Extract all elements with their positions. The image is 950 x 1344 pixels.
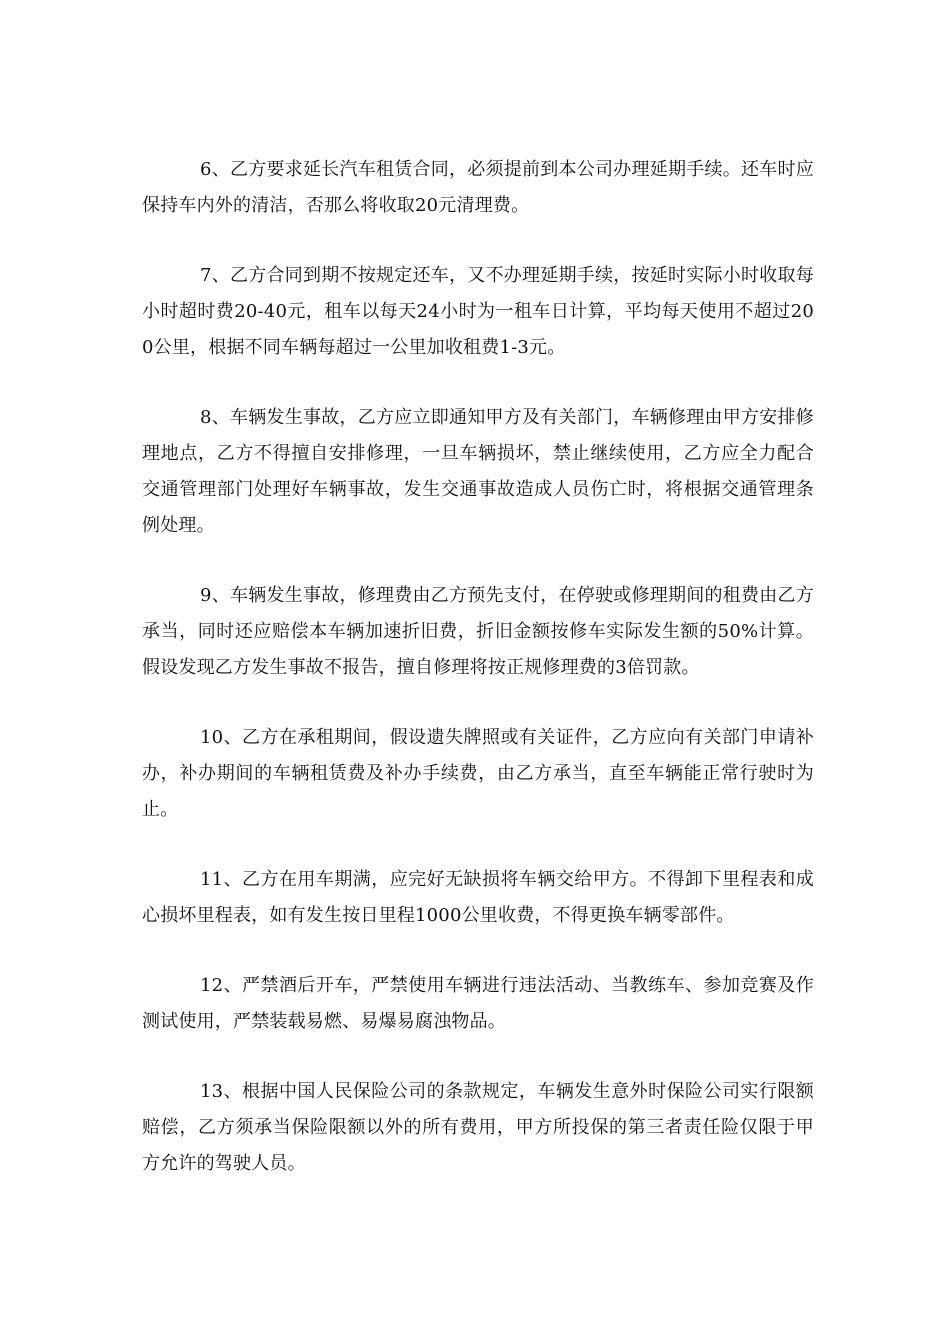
clause-8: 8、车辆发生事故，乙方应立即通知甲方及有关部门，车辆修理由甲方安排修理地点，乙方不得擅自安排修理，一旦车辆损坏，禁止继续使用，乙方应全力配合交通管理部门处理好车辆事故，发生交通事故造成人员伤亡时，将根据交通管理条例处理。 [142, 407, 814, 536]
clause-13: 13、根据中国人民保险公司的条款规定，车辆发生意外时保险公司实行限额赔偿，乙方须承当保险限额以外的所有费用，甲方所投保的第三者责任险仅限于甲方允许的驾驶人员。 [142, 1081, 814, 1174]
clause-11: 11、乙方在用车期满，应完好无缺损将车辆交给甲方。不得卸下里程表和成心损坏里程表，如有发生按日里程1000公里收费，不得更换车辆零部件。 [142, 869, 814, 926]
document-body [142, 152, 814, 1216]
clause-9: 9、车辆发生事故，修理费由乙方预先支付，在停驶或修理期间的租费由乙方承当，同时还应赔偿本车辆加速折旧费，折旧金额按修车实际发生额的50%计算。假设发现乙方发生事故不报告，擅自修理将按正规修理费的3倍罚款。 [142, 585, 814, 678]
clause-6: 6、乙方要求延长汽车租赁合同，必须提前到本公司办理延期手续。还车时应保持车内外的清洁，否那么将收取20元清理费。 [142, 159, 814, 216]
clause-10: 10、乙方在承租期间，假设遗失牌照或有关证件，乙方应向有关部门申请补办，补办期间的车辆租赁费及补办手续费，由乙方承当，直至车辆能正常行驶时为止。 [142, 727, 814, 820]
clause-12: 12、严禁酒后开车，严禁使用车辆进行违法活动、当教练车、参加竞赛及作测试使用，严禁装载易燃、易爆易腐浊物品。 [142, 975, 814, 1032]
clause-7: 7、乙方合同到期不按规定还车，又不办理延期手续，按延时实际小时收取每小时超时费20-40元，租车以每天24小时为一租车日计算，平均每天使用不超过200公里，根据不同车辆每超过一公里加收租费1-3元。 [142, 265, 814, 358]
